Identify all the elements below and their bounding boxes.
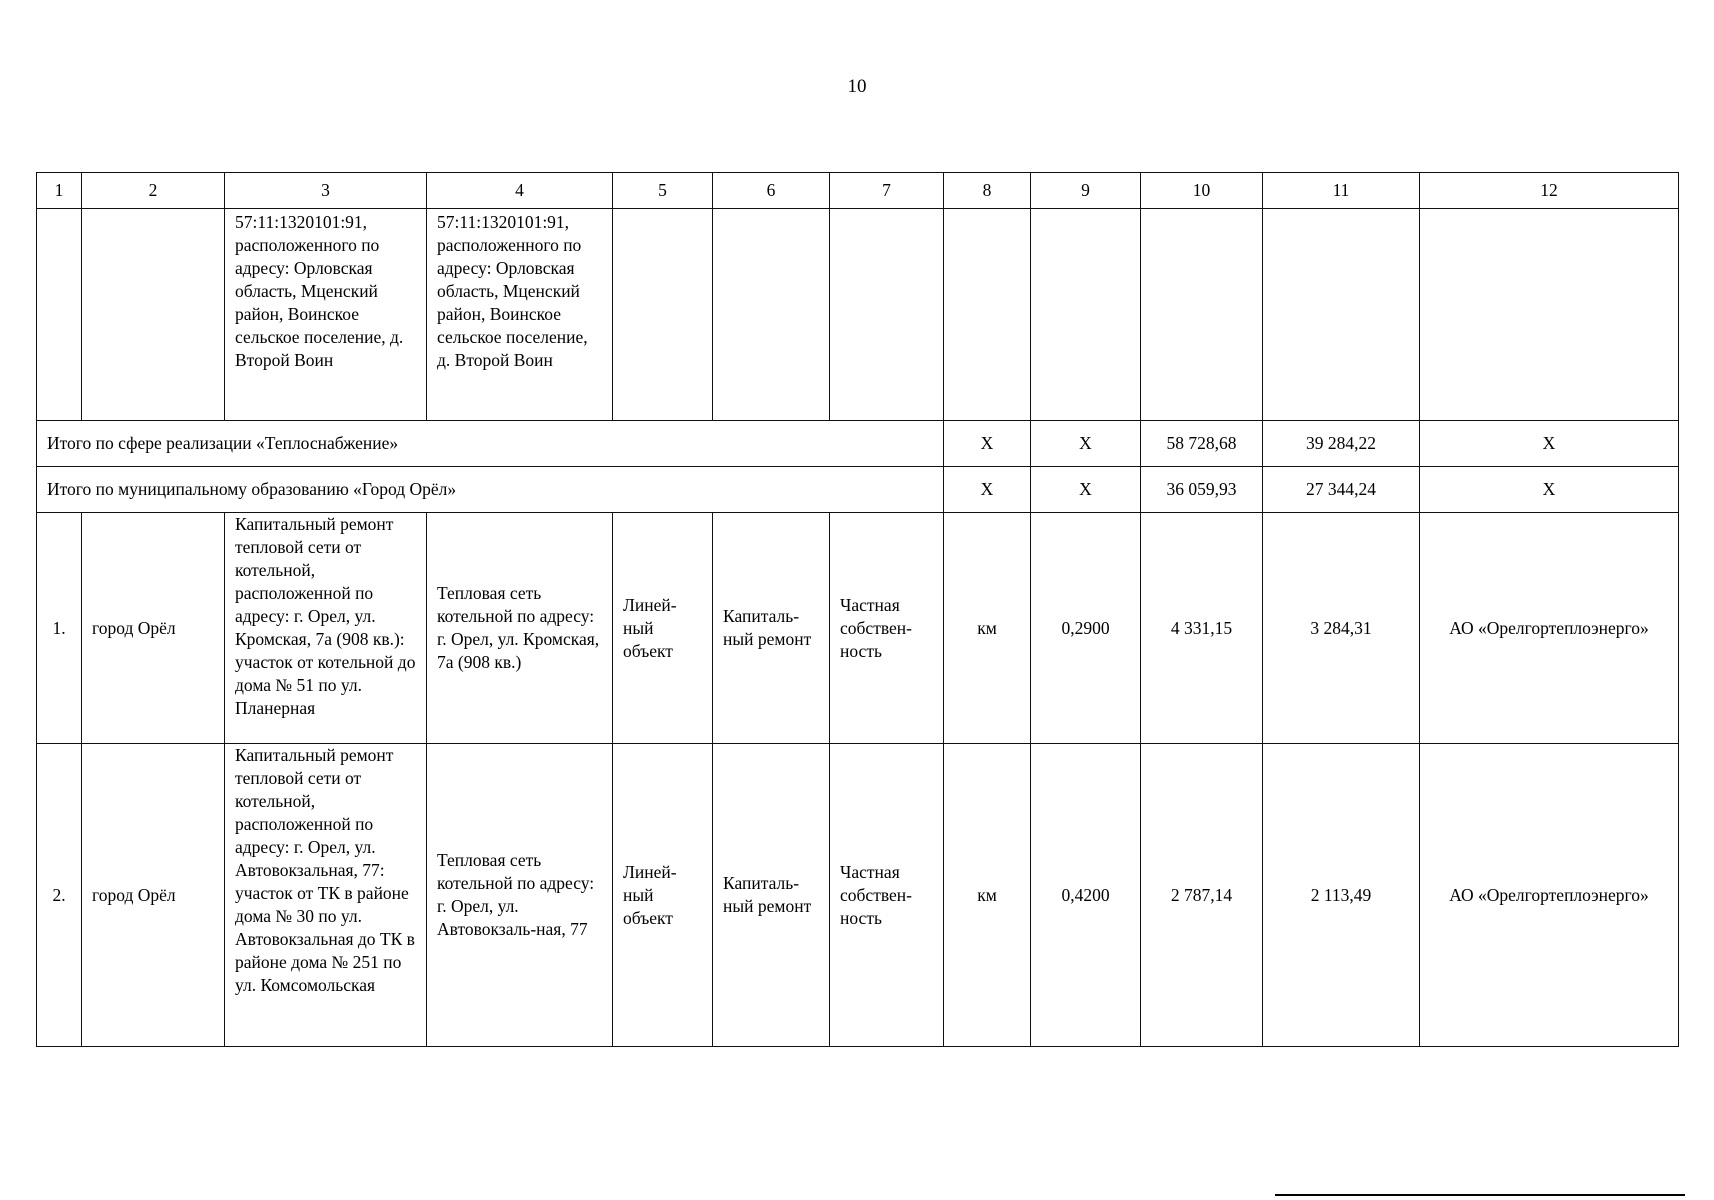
total-row-municipality	[37, 467, 1679, 513]
total-col10: 36 059,93	[1141, 467, 1263, 513]
column-number-header: 6	[713, 173, 830, 209]
column-number-header: 2	[82, 173, 225, 209]
empty-cell	[37, 209, 82, 421]
event-description-cell: Капитальный ремонт тепловой сети от котельной, расположенной по адресу: г. Орел, ул. Кромская, 7а (908 кв.): участок от котельной до дома № 51 по ул. Планерная	[225, 513, 427, 744]
table-row	[37, 744, 1679, 1047]
empty-cell	[1263, 209, 1420, 421]
column-number-header: 9	[1031, 173, 1141, 209]
empty-cell	[613, 209, 713, 421]
amount-col11-cell: 3 284,31	[1263, 513, 1420, 744]
column-number-header: 12	[1420, 173, 1679, 209]
total-row-heat-supply	[37, 421, 1679, 467]
municipality-cell: город Орёл	[82, 744, 225, 1047]
table-row	[37, 513, 1679, 744]
investment-program-table	[36, 172, 1679, 1047]
total-col11: 39 284,22	[1263, 421, 1420, 467]
footer-rule	[1275, 1194, 1685, 1196]
total-col12: X	[1420, 467, 1679, 513]
executor-cell: АО «Орелгортеплоэнерго»	[1420, 744, 1679, 1047]
empty-cell	[1141, 209, 1263, 421]
column-number-header: 8	[944, 173, 1031, 209]
total-col9: X	[1031, 421, 1141, 467]
column-number-header-row	[37, 173, 1679, 209]
object-description-cell: Тепловая сеть котельной по адресу: г. Орел, ул. Автовокзаль-ная, 77	[427, 744, 613, 1047]
ownership-cell: Частная собствен-ность	[830, 744, 944, 1047]
row-number: 1.	[37, 513, 82, 744]
amount-col10-cell: 4 331,15	[1141, 513, 1263, 744]
object-type-cell: Линей-ный объект	[613, 513, 713, 744]
continuation-row	[37, 209, 1679, 421]
column-number-header: 3	[225, 173, 427, 209]
column-number-header: 7	[830, 173, 944, 209]
work-type-cell: Капиталь-ный ремонт	[713, 513, 830, 744]
empty-cell	[944, 209, 1031, 421]
object-type-cell: Линей-ный объект	[613, 744, 713, 1047]
total-col9: X	[1031, 467, 1141, 513]
empty-cell	[713, 209, 830, 421]
total-label: Итого по муниципальному образованию «Город Орёл»	[37, 467, 944, 513]
work-type-cell: Капиталь-ный ремонт	[713, 744, 830, 1047]
unit-cell: км	[944, 744, 1031, 1047]
empty-cell	[830, 209, 944, 421]
total-col10: 58 728,68	[1141, 421, 1263, 467]
empty-cell	[82, 209, 225, 421]
quantity-cell: 0,4200	[1031, 744, 1141, 1047]
unit-cell: км	[944, 513, 1031, 744]
column-number-header: 10	[1141, 173, 1263, 209]
object-description-cell: 57:11:1320101:91, расположенного по адресу: Орловская область, Мценский район, Воинское сельское поселение, д. Второй Воин	[427, 209, 613, 421]
total-col8: X	[944, 421, 1031, 467]
executor-cell: АО «Орелгортеплоэнерго»	[1420, 513, 1679, 744]
municipality-cell: город Орёл	[82, 513, 225, 744]
page-number: 10	[847, 76, 867, 97]
empty-cell	[1031, 209, 1141, 421]
total-col11: 27 344,24	[1263, 467, 1420, 513]
total-col8: X	[944, 467, 1031, 513]
total-label: Итого по сфере реализации «Теплоснабжение»	[37, 421, 944, 467]
amount-col11-cell: 2 113,49	[1263, 744, 1420, 1047]
ownership-cell: Частная собствен-ность	[830, 513, 944, 744]
empty-cell	[1420, 209, 1679, 421]
quantity-cell: 0,2900	[1031, 513, 1141, 744]
column-number-header: 11	[1263, 173, 1420, 209]
event-description-cell: Капитальный ремонт тепловой сети от котельной, расположенной по адресу: г. Орел, ул. Автовокзальная, 77: участок от ТК в районе дома № 30 по ул. Автовокзальная до ТК в районе дома № 251 по ул. Комсомольская	[225, 744, 427, 1047]
column-number-header: 1	[37, 173, 82, 209]
amount-col10-cell: 2 787,14	[1141, 744, 1263, 1047]
object-description-cell: Тепловая сеть котельной по адресу: г. Орел, ул. Кромская, 7а (908 кв.)	[427, 513, 613, 744]
column-number-header: 4	[427, 173, 613, 209]
event-description-cell: 57:11:1320101:91, расположенного по адресу: Орловская область, Мценский район, Воинское сельское поселение, д. Второй Воин	[225, 209, 427, 421]
column-number-header: 5	[613, 173, 713, 209]
total-col12: X	[1420, 421, 1679, 467]
row-number: 2.	[37, 744, 82, 1047]
